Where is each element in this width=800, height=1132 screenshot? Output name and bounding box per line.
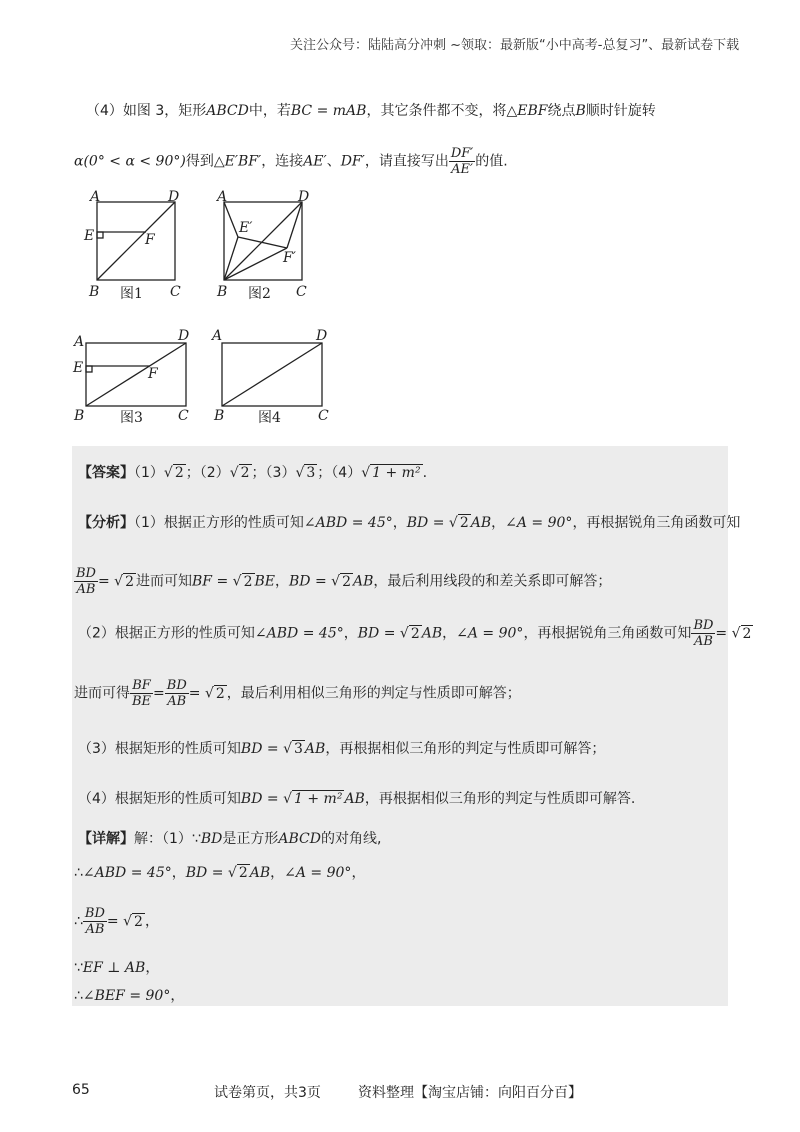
question-fraction: $\frac{DF'}{AE'}$ xyxy=(450,146,474,177)
fig2-diagonal xyxy=(224,202,302,280)
fig1-caption: 图1 xyxy=(120,286,143,302)
page-header: 关注公众号：陆陆高分冲刺 ~领取：最新版“小中高考-总复习”、最新试卷下载 xyxy=(290,38,740,53)
analysis-line-5: （3）根据矩形的性质可知BD = √ 3 AB，再根据相似三角形的判定与性质即可解答； xyxy=(78,741,606,757)
fig1-label-f: F xyxy=(145,232,155,248)
fig2-segment-ae xyxy=(224,202,238,237)
fig1-label-d: D xyxy=(168,189,180,205)
detail-line-2: ∴∠ABD = 45°，BD = √ 2 AB，∠A = 90°， xyxy=(74,865,366,881)
detail-line-1: 【详解】解：（1）∵BD是正方形ABCD的对角线, xyxy=(78,831,382,847)
analysis-line-2: $\frac{BD}{AB}$ = √ 2 进而可知BF = √ 2 BE，BD = √ 2 AB，最后利用线段的和差关系即可解答； xyxy=(76,566,612,597)
fig3-label-d: D xyxy=(178,328,190,344)
fig1-label-c: C xyxy=(170,284,181,300)
fig1-label-b: B xyxy=(89,284,100,300)
fig3-label-e: E xyxy=(73,360,84,376)
question-line-2: α(0° < α < 90°)得到△E′BF′，连接AE′、DF′，请直接写出 $\frac{DF'}{AE'}$ 的值. xyxy=(74,146,508,177)
analysis-line-3: （2）根据正方形的性质可知∠ABD = 45°，BD = √ 2 AB，∠A = 90°，再根据锐角三角函数可知 $\frac{BD}{AB}$ = √ 2 xyxy=(78,618,752,649)
page-number: 65 xyxy=(72,1082,90,1098)
fig3-caption: 图3 xyxy=(120,410,143,426)
fig4-diagonal xyxy=(222,343,322,406)
question-line-1: （4）如图 3，矩形ABCD中，若BC = mAB，其它条件都不变，将△EBF绕点B顺时针旋转 xyxy=(86,103,656,119)
fig4-label-c: C xyxy=(318,408,329,424)
fig4-label-b: B xyxy=(214,408,225,424)
analysis-line-1: 【分析】（1）根据正方形的性质可知∠ABD = 45°，BD = √ 2 AB，∠A = 90°，再根据锐角三角函数可知 xyxy=(78,515,741,531)
analysis-line-6: （4）根据矩形的性质可知BD = √ 1 + m² AB，再根据相似三角形的判定与性质即可解答. xyxy=(78,791,636,807)
fig4-caption: 图4 xyxy=(258,410,281,426)
fig3-label-c: C xyxy=(178,408,189,424)
fig4-label-a: A xyxy=(212,328,223,344)
fig3-right-angle xyxy=(86,366,92,372)
fig2-caption: 图2 xyxy=(248,286,271,302)
fig3-label-b: B xyxy=(74,408,85,424)
fig2-label-c: C xyxy=(296,284,307,300)
fig1-label-e: E xyxy=(84,228,95,244)
detail-line-3: ∴ $\frac{BD}{AB}$ = √ 2 ， xyxy=(74,906,159,937)
fig2-label-a: A xyxy=(217,189,228,205)
answer-line: 【答案】（1）√ 2 ；（2）√ 2 ；（3）√ 3 ；（4）√ 1 + m² . xyxy=(78,465,428,481)
fig3-label-f: F xyxy=(148,366,158,382)
fig1-diagonal xyxy=(97,202,175,280)
fig1-right-angle xyxy=(97,232,103,238)
footer-page-info: 试卷第页，共3页 xyxy=(214,1085,321,1101)
footer-source: 资料整理【淘宝店铺：向阳百分百】 xyxy=(358,1085,582,1101)
fig2-label-b: B xyxy=(217,284,228,300)
fig2-segment-ef xyxy=(238,237,287,248)
analysis-line-4: 进而可得 $\frac{BF}{BE}$ = $\frac{BD}{AB}$ = √ 2 ，最后利用相似三角形的判定与性质即可解答； xyxy=(74,678,521,709)
fig2-label-d: D xyxy=(298,189,310,205)
fig2-label-f: F′ xyxy=(283,250,296,266)
fig4-label-d: D xyxy=(316,328,328,344)
fig3-label-a: A xyxy=(74,334,85,350)
detail-line-4: ∵EF ⊥ AB， xyxy=(74,960,160,976)
figures xyxy=(0,180,800,430)
detail-line-5: ∴∠BEF = 90°， xyxy=(74,988,185,1004)
fig2-label-e: E′ xyxy=(239,220,253,236)
fig3-diagonal xyxy=(86,343,186,406)
fig1-label-a: A xyxy=(90,189,101,205)
